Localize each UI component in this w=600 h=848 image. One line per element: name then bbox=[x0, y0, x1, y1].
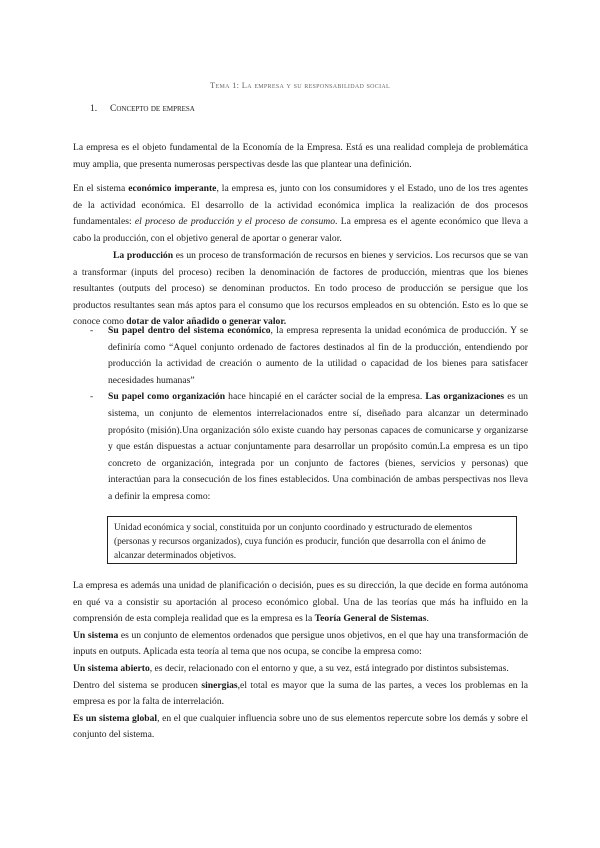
systems-line-3 bbox=[73, 661, 528, 678]
section-number: 1. bbox=[90, 104, 98, 114]
bullet-item-organization-role bbox=[90, 389, 528, 505]
text-run: hace hincapié en el carácter social de la empresa. bbox=[225, 391, 426, 403]
bold-term: económico imperante bbox=[128, 183, 217, 194]
text-run: , la empresa es, junto con los consumidores y el Estado, uno de los tres agentes de la actividad económica. El desarrollo de la actividad económica implica la realización de dos procesos fundamentales: bbox=[73, 183, 529, 228]
text-run: Dentro del sistema se producen bbox=[73, 679, 202, 691]
text-run: En el sistema bbox=[73, 183, 129, 194]
bold-term: La producción bbox=[113, 250, 174, 261]
bold-term: Un sistema abierto bbox=[73, 662, 150, 674]
bold-term: Teoría General de Sistemas bbox=[314, 613, 427, 625]
text-run: es un conjunto de elementos ordenados que persigue unos objetivos, en el que hay una transformación de inputs en outputs. Aplicada esta teoría al tema que nos ocupa, se concibe la empresa como: bbox=[73, 629, 528, 658]
bullet-item-economic-role bbox=[90, 323, 528, 389]
bullet-dash: - bbox=[90, 391, 94, 403]
bold-term: Un sistema bbox=[73, 629, 119, 641]
text-run: es un sistema, un conjunto de elementos interrelacionados entre sí, diseñado para alcanzar un determinado propósito (misión).Una organización sólo existe cuando hay personas capaces de comunicarse y organizarse y que están dispuestas a actuar conjuntamente para desarrollar un propósito común.La empresa es un tipo concreto de organización, integrada por un conjunto de factores (bienes, servicios y personas) que interactúan para la consecución de los fines establecidos. Una combinación de ambas perspectivas nos lleva a definir la empresa como: bbox=[108, 391, 528, 502]
systems-line-5 bbox=[73, 711, 528, 744]
paragraph-intro: La empresa es el objeto fundamental de la Economía de la Empresa. Está es una realidad compleja de problemática muy amplia, que presenta numerosas perspectivas desde las que plantear una definición. bbox=[73, 142, 528, 170]
paragraph-economic-system bbox=[73, 181, 528, 247]
paragraph-production bbox=[73, 248, 528, 331]
section-heading bbox=[90, 104, 195, 114]
systems-line-1 bbox=[73, 578, 528, 628]
definition-box: Unidad económica y social, constituida por un conjunto coordinado y estructurado de elementos (personas y recursos organizados), cuya función es producir, función que desarrolla con el ánimo de alcanzar determinados objetivos. bbox=[107, 516, 517, 564]
bold-term: dotar de valor añadido o generar valor. bbox=[126, 316, 287, 328]
bullet-list bbox=[90, 323, 528, 506]
section-title: Concepto de empresa bbox=[110, 104, 195, 114]
bold-term: Las organizaciones bbox=[425, 391, 505, 403]
bold-term: Es un sistema global bbox=[73, 712, 158, 724]
text-run: . La empresa es el agente económico que lleva a cabo la producción, con el objetivo general de aportar o generar valor. bbox=[73, 216, 529, 244]
bullet-dash: - bbox=[90, 325, 94, 336]
text-run: , en el que cualquier influencia sobre uno de sus elementos repercute sobre los demás y sobre el conjunto del sistema. bbox=[73, 712, 528, 741]
bold-term: Su papel dentro del sistema económico bbox=[108, 325, 271, 336]
page-header: Tema 1: La empresa y su responsabilidad social bbox=[209, 80, 391, 90]
systems-line-4 bbox=[73, 678, 528, 711]
text-run: La empresa es además una unidad de planificación o decisión, pues es su dirección, la que decide en forma autónoma en qué va a consistir su aportación al proceso económico global. Una de las teorías que más ha influido en la comprensión de esta compleja realidad que es la empresa es la bbox=[73, 580, 528, 625]
text-run: es un proceso de transformación de recursos en bienes y servicios. Los recursos que se van a transformar (inputs del proceso) reciben la denominación de factores de producción, mientras que los bienes resultantes (outputs del proceso) se denominan productos. En todo proceso de producción se persigue que los productos resultantes sean más aptos para el consumo que los recursos empleados en su obtención. Esto es lo que se conoce como bbox=[73, 250, 528, 328]
text-run: ,el total es mayor que la suma de las partes, a veces los problemas en la empresa es por la falta de interrelación. bbox=[73, 679, 528, 708]
bold-term: Su papel como organización bbox=[108, 391, 226, 403]
paragraph-systems-theory bbox=[73, 578, 528, 744]
text-run: . bbox=[426, 613, 429, 625]
bold-term: sinergias bbox=[201, 679, 238, 691]
text-run: , la empresa representa la unidad económica de producción. Y se definiría como “Aquel conjunto ordenado de factores destinados al fin de la producción, entendiendo por producción la actividad de creación o aumento de la utilidad o capacidad de los bienes para satisfacer necesidades humanas” bbox=[108, 325, 528, 386]
text-run: , es decir, relacionado con el entorno y que, a su vez, está integrado por distintos subsistemas. bbox=[149, 662, 509, 674]
systems-line-2 bbox=[73, 628, 528, 661]
italic-term: el proceso de producción y el proceso de consumo bbox=[134, 216, 336, 228]
